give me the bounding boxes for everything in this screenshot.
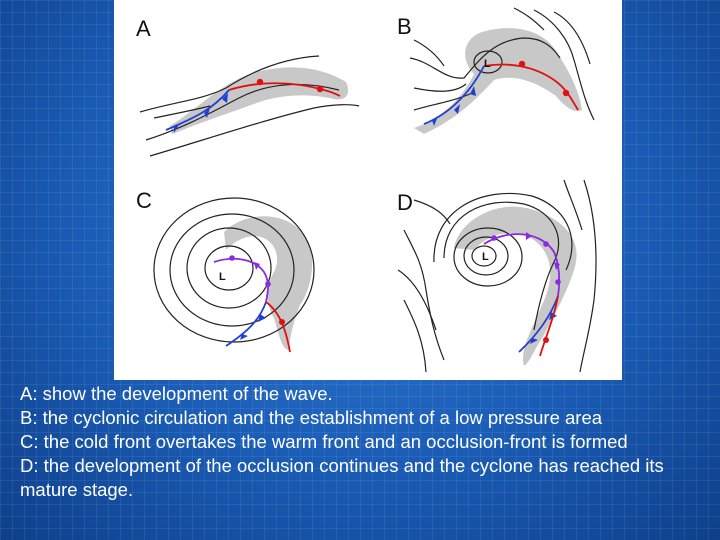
- caption-line-a: A: show the development of the wave.: [20, 383, 333, 404]
- caption-line-c: C: the cold front overtakes the warm front and an occlusion-front is formed: [20, 431, 628, 452]
- panel-a-cloud-band: [170, 67, 348, 134]
- panel-d-low-symbol: L: [482, 251, 489, 263]
- panel-a-label: A: [136, 16, 151, 41]
- panel-d-warm-front-semicircles: [543, 337, 549, 343]
- weather-front-diagram: [114, 0, 622, 380]
- panel-c-low-symbol: L: [219, 271, 226, 283]
- caption-line-b: B: the cyclonic circulation and the establishment of a low pressure area: [20, 407, 603, 428]
- panel-c-occluded-front-symbols: [229, 255, 271, 287]
- panel-a: [136, 16, 359, 156]
- panel-d: [397, 180, 596, 372]
- panel-b-label: B: [397, 14, 412, 39]
- panel-d-label: D: [397, 190, 413, 215]
- panel-b-low-symbol: L: [484, 58, 491, 70]
- caption-line-d: D: the development of the occlusion continues and the cyclone has reached its mature stage.: [20, 455, 664, 500]
- panel-a-isobars: [140, 56, 359, 156]
- panel-c: [136, 188, 314, 352]
- panel-c-cold-front: [226, 302, 266, 346]
- panel-b: [397, 8, 594, 134]
- panel-c-warm-front-semicircles: [279, 319, 285, 325]
- caption: [20, 382, 716, 502]
- panel-c-label: C: [136, 188, 152, 213]
- panel-c-cold-front-triangles: [240, 314, 266, 340]
